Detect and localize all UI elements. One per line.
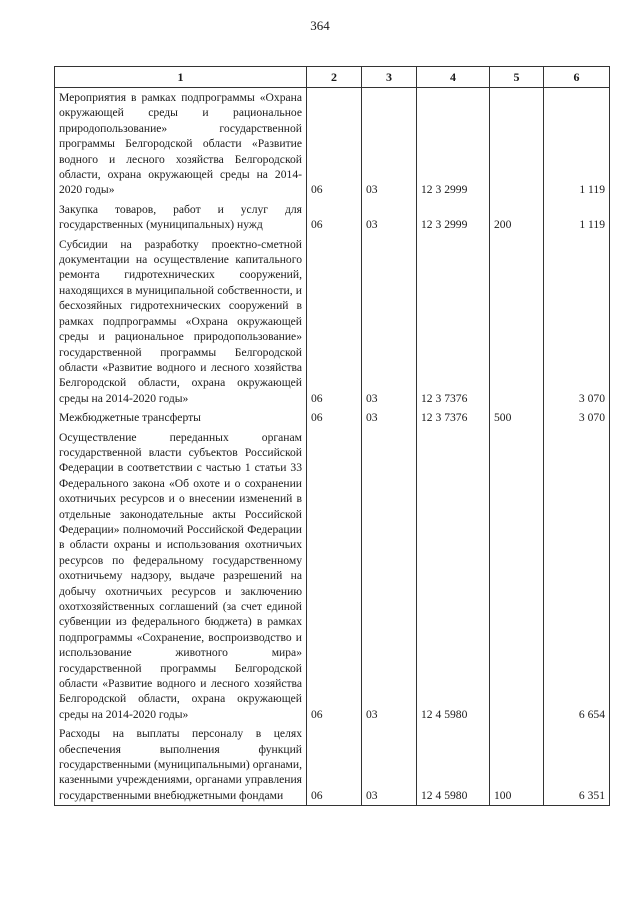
row-subsection: 03 (362, 428, 417, 725)
row-name: Осуществление переданных органам государственной власти субъектов Российской Федерации в соответствии с частью 1 статьи 33 Федерального закона «Об охоте и о сохранении охотничьих ресурсов и о внесении изменений в отдельные законодательные акты Российской Федерации» полномочий Российской Федерации в области охраны и использования охотничьих ресурсов по федеральному государственному охотничьему надзору, выдаче разрешений на добычу охотничьих ресурсов и заключению охотхозяйственных соглашений (за счет единой субвенции из федерального бюджета) в рамках подпрограммы «Сохранение, воспроизводство и использование животного мира» государственной программы Белгородской области «Развитие водного и лесного хозяйства Белгородской области, охрана окружающей среды на 2014-2020 годы» (55, 428, 307, 725)
row-subsection: 03 (362, 200, 417, 235)
table-row (55, 235, 610, 408)
row-amount: 1 119 (544, 88, 610, 200)
row-amount: 6 351 (544, 724, 610, 806)
table-row (55, 428, 610, 725)
row-expense-type: 200 (490, 200, 544, 235)
table-row (55, 724, 610, 806)
budget-table (54, 66, 610, 806)
row-target: 12 4 5980 (417, 428, 490, 725)
row-expense-type (490, 235, 544, 408)
row-expense-type: 500 (490, 408, 544, 427)
row-expense-type: 100 (490, 724, 544, 806)
header-col-6: 6 (544, 67, 610, 88)
table-header-row (55, 67, 610, 88)
row-subsection: 03 (362, 408, 417, 427)
header-col-1: 1 (55, 67, 307, 88)
header-col-5: 5 (490, 67, 544, 88)
row-expense-type (490, 428, 544, 725)
row-section: 06 (307, 88, 362, 200)
row-target: 12 4 5980 (417, 724, 490, 806)
header-col-4: 4 (417, 67, 490, 88)
row-target: 12 3 7376 (417, 408, 490, 427)
row-subsection: 03 (362, 724, 417, 806)
header-col-3: 3 (362, 67, 417, 88)
row-expense-type (490, 88, 544, 200)
row-name: Закупка товаров, работ и услуг для государственных (муниципальных) нужд (55, 200, 307, 235)
row-name: Расходы на выплаты персоналу в целях обеспечения выполнения функций государственными (муниципальными) органами, казенными учреждениями, органами управления государственными внебюджетными фондами (55, 724, 307, 806)
row-name: Межбюджетные трансферты (55, 408, 307, 427)
row-subsection: 03 (362, 235, 417, 408)
row-target: 12 3 7376 (417, 235, 490, 408)
row-amount: 6 654 (544, 428, 610, 725)
row-section: 06 (307, 428, 362, 725)
row-name: Субсидии на разработку проектно-сметной документации на осуществление капитального ремонта гидротехнических сооружений, находящихся в муниципальной собственности, и бесхозяйных гидротехнических сооружений в рамках подпрограммы «Охрана окружающей среды и рациональное природопользование» государственной программы Белгородской области «Развитие водного и лесного хозяйства Белгородской области, охрана окружающей среды на 2014-2020 годы» (55, 235, 307, 408)
row-amount: 3 070 (544, 408, 610, 427)
row-section: 06 (307, 200, 362, 235)
row-target: 12 3 2999 (417, 200, 490, 235)
row-section: 06 (307, 235, 362, 408)
row-name: Мероприятия в рамках подпрограммы «Охрана окружающей среды и рациональное природопользование» государственной программы Белгородской области «Развитие водного и лесного хозяйства Белгородской области, охрана окружающей среды на 2014-2020 годы» (55, 88, 307, 200)
row-subsection: 03 (362, 88, 417, 200)
header-col-2: 2 (307, 67, 362, 88)
table-row (55, 200, 610, 235)
table-row (55, 88, 610, 200)
table-row (55, 408, 610, 427)
row-amount: 3 070 (544, 235, 610, 408)
row-section: 06 (307, 408, 362, 427)
row-section: 06 (307, 724, 362, 806)
row-amount: 1 119 (544, 200, 610, 235)
row-target: 12 3 2999 (417, 88, 490, 200)
page-number: 364 (310, 18, 330, 33)
